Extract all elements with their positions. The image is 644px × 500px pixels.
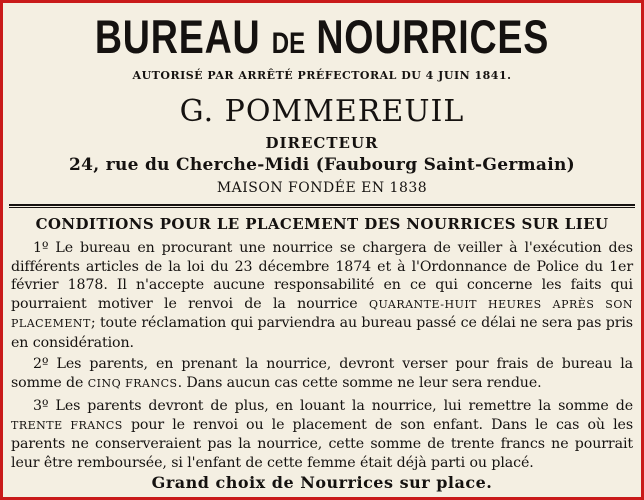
condition-2-emphasis: CINQ FRANCS <box>87 376 178 390</box>
condition-2-text-b: . Dans aucun cas cette somme ne leur sera rendue. <box>177 374 542 391</box>
divider-rule-thin <box>9 207 635 208</box>
director-name: G. POMMEREUIL <box>179 94 465 129</box>
divider-rule <box>9 204 635 206</box>
condition-3-emphasis: TRENTE FRANCS <box>11 418 123 432</box>
condition-3-text-a: 3º Les parents devront de plus, en louant la nourrice, lui remettre la somme de <box>33 398 633 414</box>
condition-2-text-a: 2º Les parents, en prenant la nourrice, devront verser pour frais de bureau la somme de <box>11 356 633 391</box>
title-word-de: DE <box>271 27 306 60</box>
founded-line: MAISON FONDÉE EN 1838 <box>216 180 428 196</box>
title-word-bureau: BUREAU <box>94 10 261 63</box>
poster-title <box>67 11 577 70</box>
conditions-heading: CONDITIONS POUR LE PLACEMENT DES NOURRICES SUR LIEU <box>35 215 609 233</box>
condition-1-text-a: 1º Le bureau en procurant une nourrice se chargera de veiller à l'exécution des différents articles de la loi du 23 décembre 1874 et à l'Ordonnance de Police du 1er février 1878. Il n'accepte aucune responsabilité en ce qui concerne les faits qui pourraient motiver le renvoi de la nourrice <box>11 240 633 312</box>
footer-slogan: Grand choix de Nourrices sur place. <box>151 473 493 492</box>
authorization-line: AUTORISÉ PAR ARRÊTÉ PRÉFECTORAL DU 4 JUIN 1841. <box>132 69 512 82</box>
condition-1-emphasis: QUARANTE-HUIT HEURES APRÈS SON PLACEMENT <box>11 297 633 330</box>
title-word-nourrices: NOURRICES <box>316 10 550 63</box>
director-role: DIRECTEUR <box>265 134 379 152</box>
poster-frame <box>3 3 641 497</box>
poster <box>3 3 641 497</box>
condition-paragraph-3 <box>11 397 633 472</box>
condition-paragraph-1 <box>11 239 633 352</box>
condition-3-text-b: pour le renvoi ou le placement de son enfant. Dans le cas où les parents ne conserveraient pas la nourrice, cette somme de trente francs ne pourrait leur être remboursée, si l'enfant de cette femme était déjà parti ou placé. <box>11 416 633 471</box>
address: 24, rue du Cherche-Midi (Faubourg Saint-Germain) <box>69 155 575 175</box>
condition-paragraph-2 <box>11 355 633 393</box>
condition-1-text-b: ; toute réclamation qui parviendra au bureau passé ce délai ne sera pas pris en considération. <box>11 315 633 351</box>
